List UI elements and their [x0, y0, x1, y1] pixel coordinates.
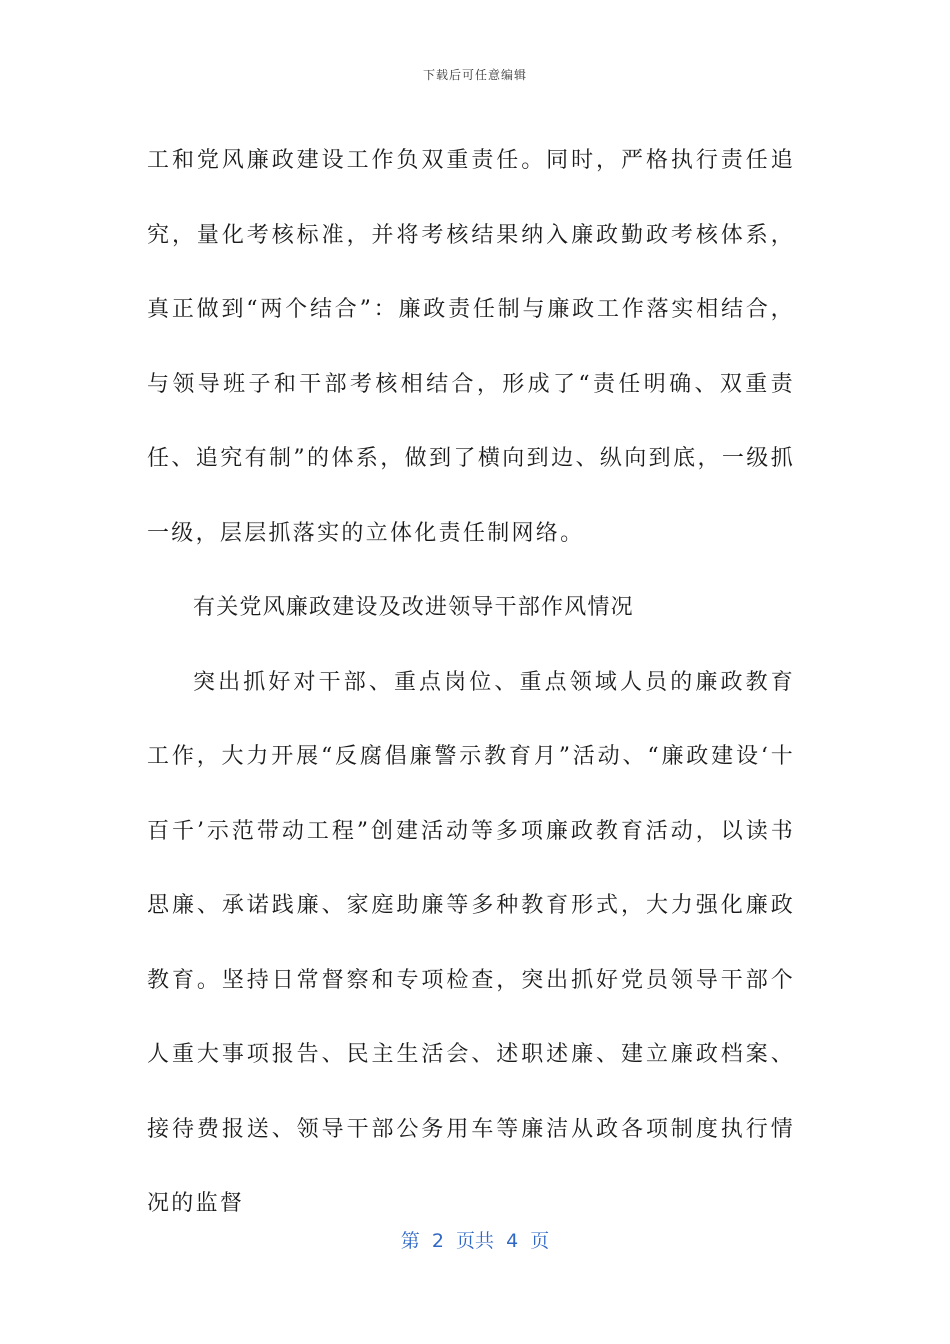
section-heading: 有关党风廉政建设及改进领导干部作风情况	[193, 595, 634, 620]
paragraph-education: 突出抓好对干部、重点岗位、重点领域人员的廉政教育工作，大力开展“反腐倡廉警示教育月”活动、“廉政建设‘十百千’示范带动工程”创建活动等多项廉政教育活动，以读书思廉、承诺践廉、家庭助廉等多种教育形式，大力强化廉政教育。坚持日常督察和专项检查，突出抓好党员领导干部个人重大事项报告、民主生活会、述职述廉、建立廉政档案、接待费报送、领导干部公务用车等廉洁从政各项制度执行情况的监督	[147, 669, 795, 1216]
page-number: 第 2 页共 4 页	[400, 1230, 550, 1252]
header-note: 下载后可任意编辑	[422, 68, 527, 82]
document-body	[147, 124, 795, 1242]
paragraph-continuation: 工和党风廉政建设工作负双重责任。同时，严格执行责任追究，量化考核标准，并将考核结果纳入廉政勤政考核体系，真正做到“两个结合”：廉政责任制与廉政工作落实相结合，与领导班子和干部考核相结合，形成了“责任明确、双重责任、追究有制”的体系，做到了横向到边、纵向到底，一级抓一级，层层抓落实的立体化责任制网络。	[147, 148, 795, 546]
